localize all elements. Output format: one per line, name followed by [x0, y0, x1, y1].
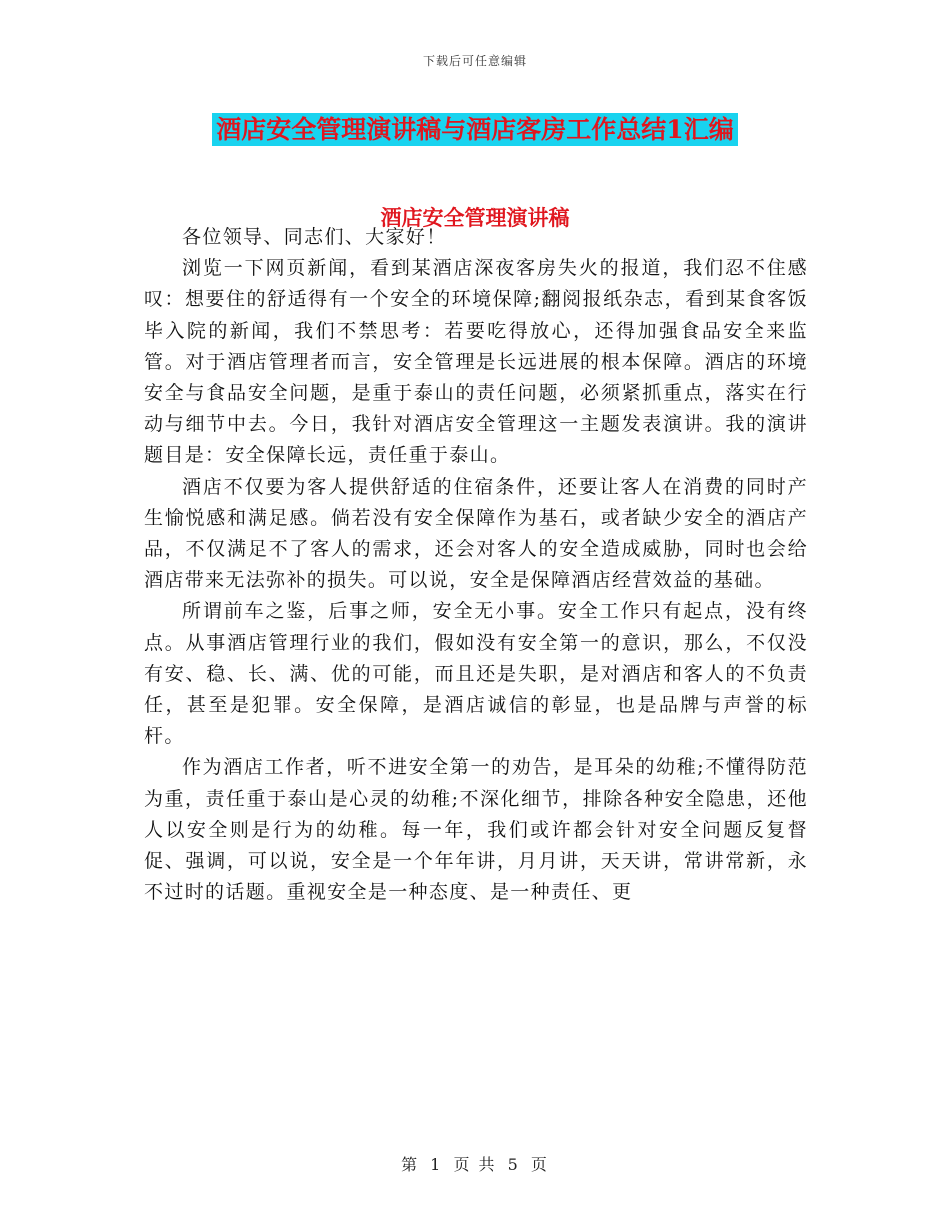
- paragraph-greeting: 各位领导、同志们、大家好！: [182, 226, 447, 248]
- footer-total-pages: 5: [507, 1155, 520, 1174]
- paragraph: 所谓前车之鉴，后事之师，安全无小事。安全工作只有起点，没有终点。从事酒店管理行业的我们，假如没有安全第一的意识，那么，不仅没有安、稳、长、满、优的可能，而且还是失职，是对酒店和客人的不负责任，甚至是犯罪。安全保障，是酒店诚信的彰显，也是品牌与声誉的标杆。: [144, 600, 808, 748]
- document-title: [0, 114, 950, 149]
- body-text: [144, 222, 808, 908]
- footer-prefix: 第: [401, 1155, 420, 1174]
- paragraph: 酒店不仅要为客人提供舒适的住宿条件，还要让客人在消费的同时产生愉悦感和满足感。倘若没有安全保障作为基石，或者缺少安全的酒店产品，不仅满足不了客人的需求，还会对客人的安全造成威胁，同时也会给酒店带来无法弥补的损失。可以说，安全是保障酒店经营效益的基础。: [144, 475, 808, 592]
- section-title: 酒店安全管理演讲稿: [380, 205, 570, 230]
- paragraph: 作为酒店工作者，听不进安全第一的劝告，是耳朵的幼稚;不懂得防范为重，责任重于泰山是心灵的幼稚;不深化细节，排除各种安全隐患，还他人以安全则是行为的幼稚。每一年，我们或许都会针对安全问题反复督促、强调，可以说，安全是一个年年讲，月月讲，天天讲，常讲常新，永不过时的话题。重视安全是一种态度、是一种责任、更: [144, 756, 808, 904]
- page-footer: [0, 1152, 950, 1175]
- footer-suffix: 页: [530, 1155, 549, 1174]
- footer-middle: 页 共: [453, 1155, 497, 1174]
- paragraph: 浏览一下网页新闻，看到某酒店深夜客房失火的报道，我们忍不住感叹：想要住的舒适得有一个安全的环境保障;翻阅报纸杂志，看到某食客饭毕入院的新闻，我们不禁思考：若要吃得放心，还得加强食品安全来监管。对于酒店管理者而言，安全管理是长远进展的根本保障。酒店的环境安全与食品安全问题，是重于泰山的责任问题，必须紧抓重点，落实在行动与细节中去。今日，我针对酒店安全管理这一主题发表演讲。我的演讲题目是：安全保障长远，责任重于泰山。: [144, 257, 808, 467]
- document-title-text: 酒店安全管理演讲稿与酒店客房工作总结1汇编: [212, 113, 737, 146]
- header-note: 下载后可任意编辑: [422, 54, 527, 68]
- footer-page-number: 1: [430, 1155, 443, 1174]
